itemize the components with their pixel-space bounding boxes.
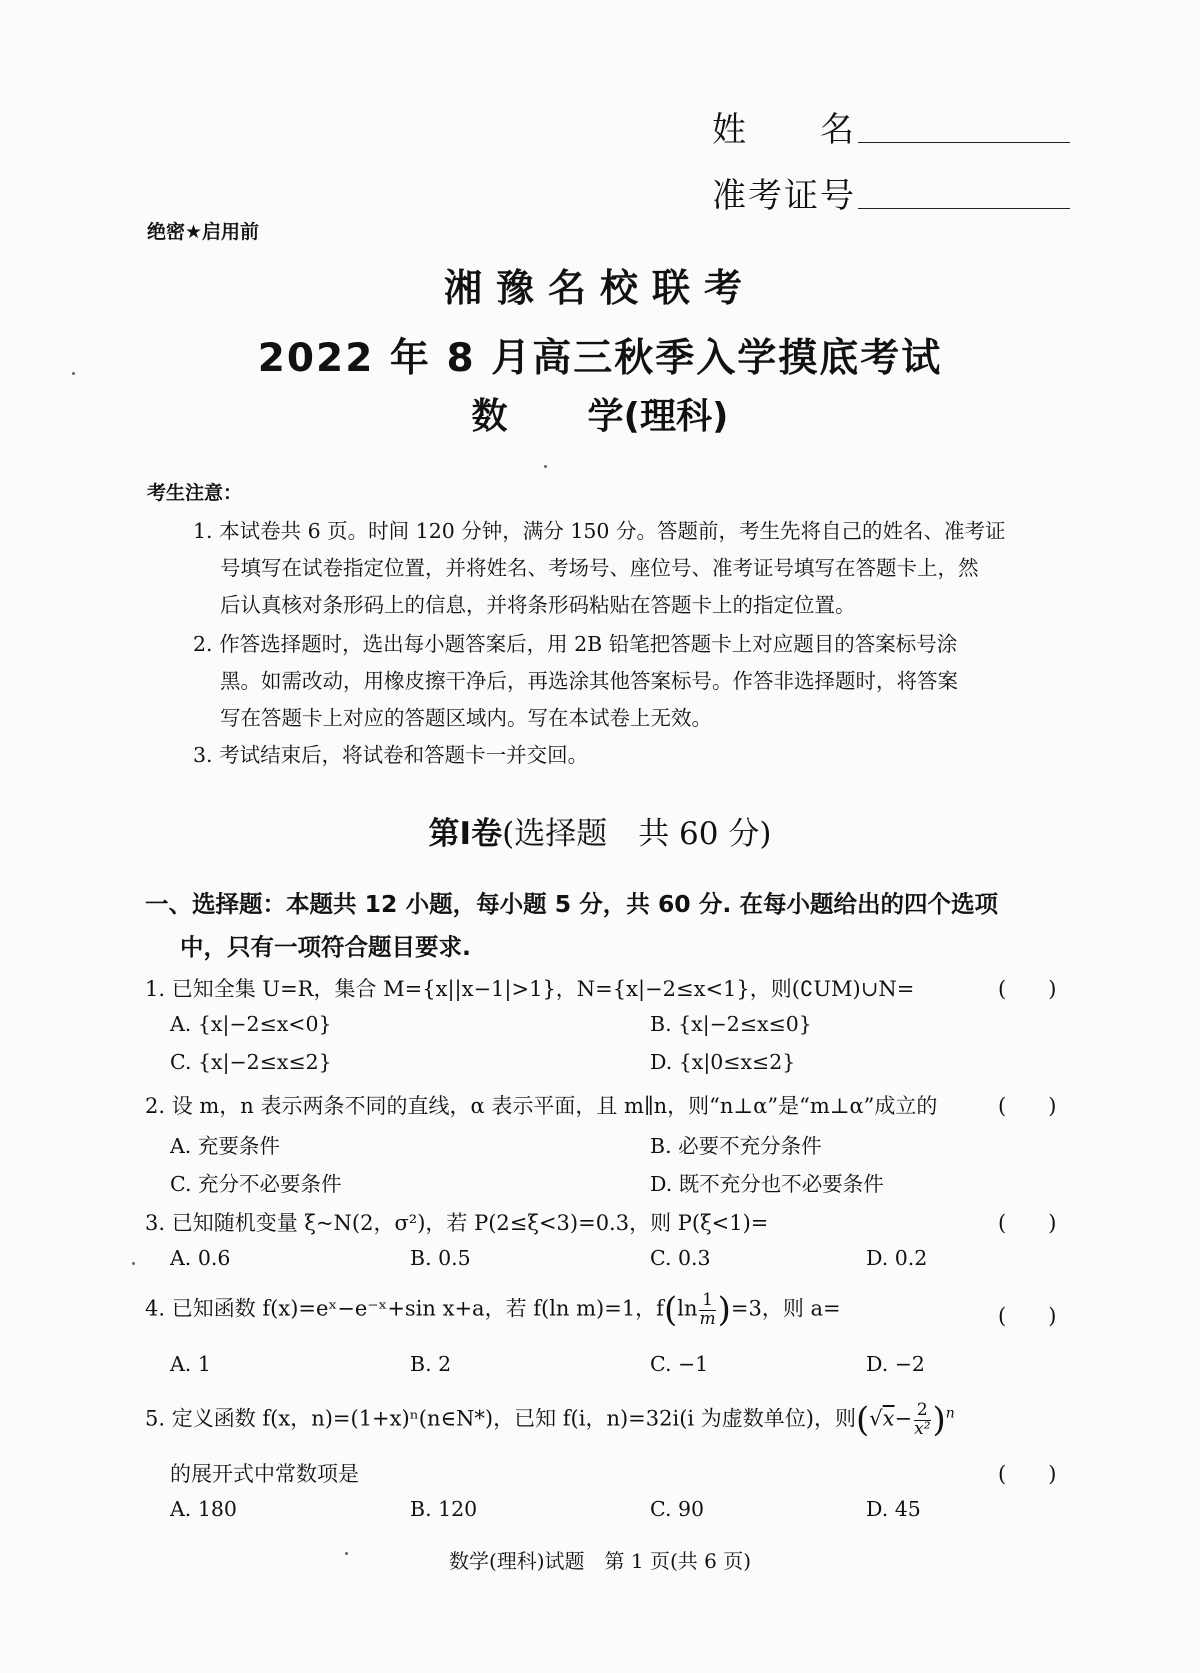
- subject-rest: 学(理科): [587, 396, 729, 437]
- question-4-stem-part: 4. 已知函数 f(x)=eˣ−e⁻ˣ+sin x+a，若 f(ln m)=1，f: [145, 1296, 664, 1321]
- answer-bracket: ( ): [998, 977, 1057, 1001]
- confidential-mark: 绝密★启用前: [147, 221, 260, 243]
- scan-speck: [345, 1552, 348, 1555]
- option-b: B. {x|−2≤x≤0}: [650, 1012, 812, 1036]
- notice-line: 写在答题卡上对应的答题区域内。写在本试卷上无效。: [220, 706, 712, 730]
- option-c: C. −1: [650, 1352, 709, 1376]
- option-c: C. 充分不必要条件: [170, 1172, 342, 1196]
- option-a: A. 充要条件: [170, 1134, 280, 1158]
- option-d: D. 45: [866, 1497, 921, 1521]
- option-c: C. 90: [650, 1497, 705, 1521]
- notice-line: 1. 本试卷共 6 页。时间 120 分钟，满分 150 分。答题前，考生先将自己的姓名、准考证: [193, 519, 1006, 543]
- notice-line: 号填写在试卷指定位置，并将姓名、考场号、座位号、准考证号填写在答题卡上，然: [220, 556, 979, 580]
- exam-id-label: 准考证号: [712, 176, 856, 216]
- fraction-numerator: 2: [914, 1402, 930, 1421]
- part-heading-cont: 中，只有一项符合题目要求.: [180, 933, 471, 961]
- scan-speck: [72, 372, 75, 375]
- option-a: A. {x|−2≤x<0}: [170, 1012, 332, 1036]
- option-d: D. −2: [866, 1352, 925, 1376]
- option-a: A. 180: [170, 1497, 237, 1521]
- option-a: A. 1: [170, 1352, 211, 1376]
- paren-open: (: [663, 1290, 678, 1330]
- question-3-stem: 3. 已知随机变量 ξ~N(2，σ²)，若 P(2≤ξ<3)=0.3，则 P(ξ<1)=: [145, 1211, 769, 1235]
- section-title-rest: (选择题 共 60 分): [502, 816, 772, 852]
- option-d: D. {x|0≤x≤2}: [650, 1050, 796, 1074]
- fraction: [914, 1399, 931, 1439]
- option-a: A. 0.6: [170, 1246, 231, 1270]
- answer-bracket: ( ): [998, 1462, 1057, 1486]
- answer-bracket: ( ): [998, 1211, 1057, 1235]
- option-c: C. {x|−2≤x≤2}: [170, 1050, 332, 1074]
- name-label: 姓 名: [712, 110, 856, 150]
- question-1-stem: 1. 已知全集 U=R，集合 M={x||x−1|>1}，N={x|−2≤x<1}，则(∁UM)∪N=: [145, 977, 915, 1001]
- paren-close: ): [932, 1400, 946, 1440]
- fraction-numerator: 1: [699, 1292, 715, 1311]
- part-heading: 一、选择题：本题共 12 小题，每小题 5 分，共 60 分. 在每小题给出的四个选项: [145, 890, 998, 918]
- notice-line: 后认真核对条形码上的信息，并将条形码粘贴在答题卡上的指定位置。: [220, 593, 856, 617]
- notice-line: 黑。如需改动，用橡皮擦干净后，再选涂其他答案标号。作答非选择题时，将答案: [220, 669, 958, 693]
- fraction-denominator: m: [699, 1308, 716, 1329]
- exam-title: 2022 年 8 月高三秋季入学摸底考试: [257, 336, 943, 381]
- paren-open: (: [856, 1400, 870, 1440]
- section-title-bold: 第Ⅰ卷: [428, 816, 503, 852]
- answer-bracket: ( ): [998, 1094, 1057, 1118]
- notice-line: 2. 作答选择题时，选出每小题答案后，用 2B 铅笔把答题卡上对应题目的答案标号涂: [193, 632, 958, 656]
- question-5-stem: 5. 定义函数 f(x，n)=(1+x)ⁿ(n∈N*)，已知 f(i，n)=32i(i 为虚数单位)，则(√x− $\frac{2}{\text{x²}}$ )$^n$: [145, 1399, 955, 1440]
- fraction: [699, 1289, 716, 1329]
- page-footer: 数学(理科)试题 第 1 页(共 6 页): [448, 1549, 752, 1573]
- exam-id-blank: [858, 208, 1070, 209]
- question-2-stem: 2. 设 m，n 表示两条不同的直线，α 表示平面，且 m∥n，则“n⊥α”是“m⊥α”成立的: [145, 1094, 938, 1118]
- section-title: [0, 808, 1200, 853]
- name-blank: [858, 142, 1070, 143]
- question-5-stem-part: 5. 定义函数 f(x，n)=(1+x)ⁿ(n∈N*)，已知 f(i，n)=32i(i 为虚数单位)，则: [145, 1406, 856, 1431]
- question-4-stem: 4. 已知函数 f(x)=eˣ−e⁻ˣ+sin x+a，若 f(ln m)=1，f(ln $\frac{1}{m}$ )=3，则 a=: [145, 1289, 841, 1330]
- option-b: B. 0.5: [410, 1246, 471, 1270]
- scan-speck: [544, 465, 547, 468]
- subject-title: [0, 388, 1200, 439]
- notice-line: 3. 考试结束后，将试卷和答题卡一并交回。: [193, 743, 589, 767]
- option-d: D. 既不充分也不必要条件: [650, 1172, 884, 1196]
- option-d: D. 0.2: [866, 1246, 928, 1270]
- scan-speck: [132, 1262, 135, 1265]
- subject-char: 数: [471, 396, 508, 437]
- notice-heading: 考生注意：: [147, 482, 243, 504]
- exam-union-title: 湘豫名校联考: [443, 266, 756, 310]
- fraction-denominator: x²: [914, 1418, 931, 1439]
- question-4-stem-part: =3，则 a=: [730, 1296, 841, 1321]
- option-b: B. 120: [410, 1497, 478, 1521]
- answer-bracket: ( ): [998, 1304, 1057, 1328]
- option-b: B. 必要不充分条件: [650, 1134, 822, 1158]
- paren-close: ): [717, 1290, 731, 1330]
- question-5-stem-cont: 的展开式中常数项是: [170, 1462, 359, 1486]
- option-c: C. 0.3: [650, 1246, 711, 1270]
- option-b: B. 2: [410, 1352, 452, 1376]
